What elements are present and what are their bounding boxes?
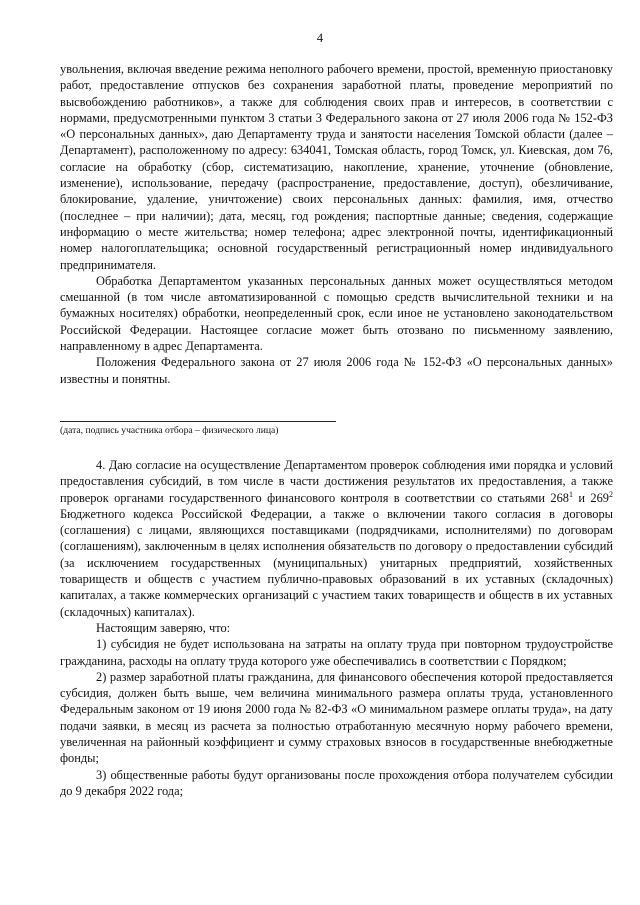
assurance-item-3: 3) общественные работы будут организованы после прохождения отбора получателем субсидии до 9 декабря 2022 года; xyxy=(60,767,613,798)
processing-method-paragraph: Обработка Департаментом указанных персональных данных может осуществляться методом смешанной (в том числе автоматизированной с помощью средств вычислительной техники и на бумажных носителях) обработки, неопределенный срок, если иное не установлено законодательством Российской Федерации. Настоящее согласие может быть отозвано по письменному заявлению, направленному в адрес Департамента. xyxy=(60,273,613,354)
page-number: 4 xyxy=(316,31,324,45)
article-268-superscript: 1 xyxy=(569,489,573,499)
document-body xyxy=(60,61,613,799)
inspection-consent-paragraph xyxy=(60,457,613,620)
law-acknowledgement-paragraph: Положения Федерального закона от 27 июля 2006 года № 152-ФЗ «О персональных данных» известны и понятны. xyxy=(60,355,613,386)
signature-block xyxy=(60,421,613,437)
inspection-consent-text-b: и 269 xyxy=(573,490,609,505)
consent-paragraph-continuation: увольнения, включая введение режима неполного рабочего времени, простой, временную приостановку работ, предоставление отпусков без сохранения заработной платы, проведение мероприятий по высвобождению работников», а также для соблюдения своих прав и интересов, в соответствии с нормами, предусмотренными пунктом 3 статьи 3 Федерального закона от 27 июля 2006 года № 152-ФЗ «О персональных данных», даю Департаменту труда и занятости населения Томской области (далее – Департамент), расположенному по адресу: 634041, Томская область, город Томск, ул. Киевская, дом 76, согласие на обработку (сбор, систематизацию, накопление, хранение, уточнение (обновление, изменение), использование, передачу (распространение, предоставление, доступ), обезличивание, блокирование, удаление, уничтожение) своих персональных данных: фамилия, имя, отчество (последнее – при наличии); дата, месяц, год рождения; паспортные данные; сведения, содержащие информацию о месте жительства; номер телефона; адрес электронной почты, идентификационный номер налогоплательщика; основной государственный регистрационный номер индивидуального предпринимателя. xyxy=(60,62,613,272)
assurance-intro: Настоящим заверяю, что: xyxy=(96,620,231,635)
signature-line xyxy=(60,421,336,422)
article-269-superscript: 2 xyxy=(609,489,613,499)
signature-caption: (дата, подпись участника отбора – физического лица) xyxy=(60,424,279,436)
assurance-item-1: 1) субсидия не будет использована на затраты на оплату труда при повторном трудоустройстве гражданина, расходы на оплату труда которого уже обеспечивались в соответствии с Порядком; xyxy=(60,637,613,668)
assurance-item-2: 2) размер заработной платы гражданина, для финансового обеспечения которой предоставляется субсидия, должен быть выше, чем величина минимального размера оплаты труда, установленного Федеральным законом от 19 июня 2000 года № 82-ФЗ «О минимальном размере оплаты труда», на дату подачи заявки, в месяц из расчета за полностью отработанную месячную норму рабочего времени, увеличенная на районный коэффициент и сумму страховых взносов в государственные внебюджетные фонды; xyxy=(60,669,613,766)
inspection-consent-text-a: 4. Даю согласие на осуществление Департаментом проверок соблюдения ими порядка и условий предоставления субсидий, в том числе в части достижения результатов их предоставления, а также проверок органами государственного финансового контроля в соответствии со статьями 268 xyxy=(60,457,613,505)
inspection-consent-text-c: Бюджетного кодекса Российской Федерации, а также о включении такого согласия в договоры (соглашения) с лицами, являющихся поставщиками (подрядчиками, исполнителями) по договорам (соглашениям), заключенным в целях исполнения обязательств по договору о предоставлении субсидий (за исключением государственных (муниципальных) унитарных предприятий, хозяйственных товариществ и обществ с участием публично-правовых образований в их уставных (складочных) капиталах, а также коммерческих организаций с участием таких товариществ и обществ в их уставных (складочных) капиталах). xyxy=(60,506,613,619)
